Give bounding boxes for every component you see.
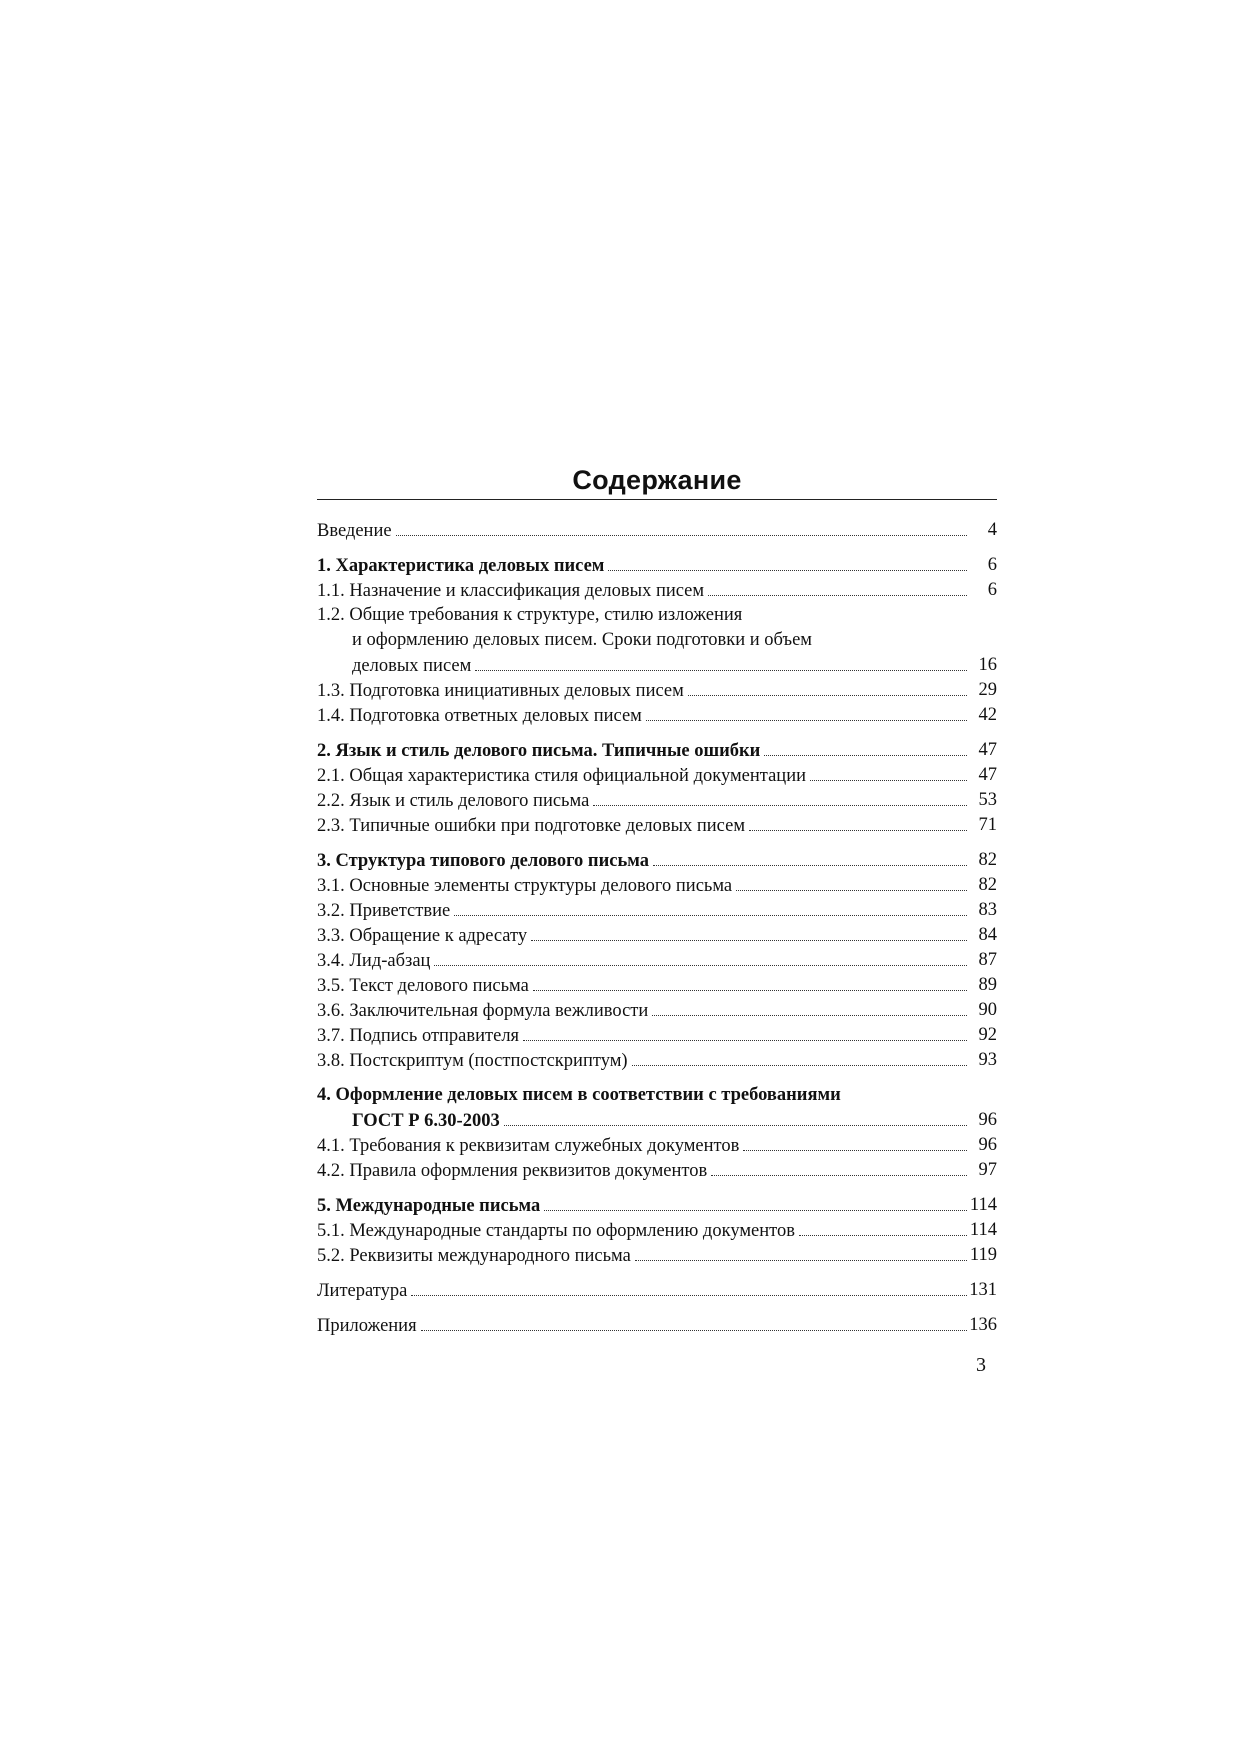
toc-entry-title: 3.7. Подпись отправителя (317, 1024, 523, 1049)
toc-entry-lead (317, 848, 967, 874)
dot-leader (799, 1218, 967, 1236)
toc-entry-lead (317, 703, 967, 729)
toc-entry-page: 89 (978, 975, 997, 996)
toc-entry-title: деловых писем (352, 654, 475, 679)
group-gap (317, 1073, 997, 1083)
toc-entry-lead (317, 813, 967, 839)
toc-entry (317, 873, 997, 898)
toc-entry-page: 97 (978, 1160, 997, 1181)
page-title: Содержание (572, 465, 742, 495)
toc-entry (317, 653, 997, 678)
toc-entry (317, 678, 997, 703)
dot-leader (764, 738, 967, 756)
toc-entry-page: 96 (978, 1110, 997, 1131)
toc-entry-lead (317, 1278, 967, 1304)
toc-entry-lead (317, 923, 967, 949)
toc-entry-page: 4 (987, 520, 997, 541)
toc-entry-title: и оформлению деловых писем. Сроки подготовки и объем (352, 628, 812, 653)
toc-entry-title: 3.3. Обращение к адресату (317, 924, 531, 949)
toc-entry-lead (317, 1133, 967, 1159)
toc-entry-page: 82 (978, 850, 997, 871)
toc-entry (317, 738, 997, 763)
toc-entry (317, 603, 997, 628)
toc-entry-title: 5.2. Реквизиты международного письма (317, 1244, 635, 1269)
toc-entry-title: ГОСТ Р 6.30-2003 (352, 1109, 504, 1134)
toc-entry (317, 1243, 997, 1268)
toc-entry-lead (317, 1023, 967, 1049)
dot-leader (411, 1278, 967, 1296)
toc-entry-lead (317, 1243, 967, 1269)
toc-entry-page: 87 (978, 950, 997, 971)
dot-leader (635, 1243, 967, 1261)
toc-entry (317, 973, 997, 998)
toc-entry-page: 114 (969, 1220, 997, 1241)
toc-entry-lead (317, 1083, 967, 1108)
toc-entry (317, 628, 997, 653)
toc-entry-page: 114 (969, 1195, 997, 1216)
toc-entry (317, 813, 997, 838)
toc-entry-title: Литература (317, 1279, 411, 1304)
toc-entry (317, 923, 997, 948)
toc-entry (317, 948, 997, 973)
toc-entry-title: 3.1. Основные элементы структуры делового письма (317, 874, 736, 899)
toc-entry (317, 1108, 997, 1133)
toc-entry-title: 3.5. Текст делового письма (317, 974, 533, 999)
page-number: 3 (976, 1354, 986, 1376)
dot-leader (544, 1193, 967, 1211)
toc-entry-page: 6 (987, 580, 997, 601)
toc-entry-lead (352, 628, 967, 653)
dot-leader (653, 848, 967, 866)
dot-leader (708, 578, 967, 596)
toc-entry-page: 92 (978, 1025, 997, 1046)
dot-leader (593, 788, 967, 806)
group-gap (317, 543, 997, 553)
toc-entry (317, 763, 997, 788)
toc-entry (317, 578, 997, 603)
toc-entry-lead (317, 1313, 967, 1339)
toc-entry-lead (352, 653, 967, 679)
toc-entry-page: 29 (978, 680, 997, 701)
dot-leader (533, 973, 967, 991)
toc-entry-lead (317, 948, 967, 974)
toc-entry (317, 1023, 997, 1048)
toc-entry-lead (317, 1218, 967, 1244)
toc-entry-page: 84 (978, 925, 997, 946)
toc-entry (317, 1193, 997, 1218)
toc-entry-page: 53 (978, 790, 997, 811)
toc-entry-page: 71 (978, 815, 997, 836)
toc-entry-page: 119 (969, 1245, 997, 1266)
toc-entry-title: 2.2. Язык и стиль делового письма (317, 789, 593, 814)
group-gap (317, 838, 997, 848)
toc-entry (317, 1048, 997, 1073)
dot-leader (688, 678, 967, 696)
toc-entry (317, 998, 997, 1023)
toc-entry-lead (317, 998, 967, 1024)
toc-entry-lead (317, 1193, 967, 1219)
toc-entry-page: 83 (978, 900, 997, 921)
toc-entry-page: 47 (978, 740, 997, 761)
toc-entry-title: 1.2. Общие требования к структуре, стилю изложения (317, 603, 742, 628)
toc-entry-lead (317, 763, 967, 789)
dot-leader (434, 948, 967, 966)
toc-entry (317, 1083, 997, 1108)
toc-entry-page: 16 (978, 655, 997, 676)
dot-leader (632, 1048, 967, 1066)
toc-entry-title: 1. Характеристика деловых писем (317, 554, 608, 579)
toc-entry-title: 3. Структура типового делового письма (317, 849, 653, 874)
toc-entry (317, 1218, 997, 1243)
toc-entry (317, 518, 997, 543)
toc-entry-title: 1.1. Назначение и классификация деловых писем (317, 579, 708, 604)
dot-leader (396, 518, 967, 536)
toc-entry-title: 2. Язык и стиль делового письма. Типичные ошибки (317, 739, 764, 764)
toc-entry-lead (317, 603, 967, 628)
group-gap (317, 1303, 997, 1313)
toc-entry-lead (317, 898, 967, 924)
toc-entry-lead (317, 973, 967, 999)
dot-leader (504, 1108, 967, 1126)
dot-leader (652, 998, 967, 1016)
group-gap (317, 1183, 997, 1193)
toc-entry-page: 96 (978, 1135, 997, 1156)
toc-entry (317, 703, 997, 728)
toc-entry-lead (317, 1048, 967, 1074)
toc-entry-lead (317, 678, 967, 704)
toc-entry-title: 2.3. Типичные ошибки при подготовке деловых писем (317, 814, 749, 839)
dot-leader (743, 1133, 967, 1151)
toc-entry-lead (317, 873, 967, 899)
toc-entry-title: 4.1. Требования к реквизитам служебных документов (317, 1134, 743, 1159)
toc-entry (317, 1313, 997, 1338)
toc-entry-page: 93 (978, 1050, 997, 1071)
dot-leader (810, 763, 967, 781)
toc-entry (317, 848, 997, 873)
dot-leader (454, 898, 967, 916)
toc-entry-lead (317, 553, 967, 579)
toc-entry-title: 3.2. Приветствие (317, 899, 454, 924)
toc-entry-page: 131 (969, 1280, 997, 1301)
toc-entry-title: 5. Международные письма (317, 1194, 544, 1219)
group-gap (317, 728, 997, 738)
dot-leader (711, 1158, 967, 1176)
toc-entry-lead (317, 578, 967, 604)
toc-entry-title: 5.1. Международные стандарты по оформлению документов (317, 1219, 799, 1244)
dot-leader (736, 873, 967, 891)
dot-leader (523, 1023, 967, 1041)
title-rule (317, 499, 997, 500)
dot-leader (646, 703, 967, 721)
toc-entry-lead (317, 518, 967, 544)
table-of-contents (317, 462, 997, 1338)
toc-entry (317, 553, 997, 578)
toc-entry-page: 82 (978, 875, 997, 896)
toc-entry-page: 136 (969, 1315, 997, 1336)
toc-body (317, 518, 997, 1338)
toc-entry-page: 90 (978, 1000, 997, 1021)
toc-entry-page: 47 (978, 765, 997, 786)
toc-entry-title: Приложения (317, 1314, 421, 1339)
toc-entry-title: 1.3. Подготовка инициативных деловых писем (317, 679, 688, 704)
toc-entry (317, 1278, 997, 1303)
dot-leader (421, 1313, 967, 1331)
toc-entry-title: 2.1. Общая характеристика стиля официальной документации (317, 764, 810, 789)
dot-leader (531, 923, 967, 941)
toc-entry-title: 4. Оформление деловых писем в соответствии с требованиями (317, 1083, 841, 1108)
toc-entry-lead (317, 788, 967, 814)
toc-entry-title: Введение (317, 519, 396, 544)
toc-entry (317, 1158, 997, 1183)
toc-entry-page: 42 (978, 705, 997, 726)
toc-entry-title: 3.4. Лид-абзац (317, 949, 434, 974)
dot-leader (749, 813, 967, 831)
toc-entry (317, 898, 997, 923)
toc-entry-title: 1.4. Подготовка ответных деловых писем (317, 704, 646, 729)
toc-entry (317, 788, 997, 813)
toc-entry (317, 1133, 997, 1158)
toc-entry-title: 3.8. Постскриптум (постпостскриптум) (317, 1049, 632, 1074)
toc-entry-title: 3.6. Заключительная формула вежливости (317, 999, 652, 1024)
toc-entry-title: 4.2. Правила оформления реквизитов документов (317, 1159, 711, 1184)
toc-entry-lead (317, 1158, 967, 1184)
dot-leader (608, 553, 967, 571)
toc-entry-page: 6 (987, 555, 997, 576)
toc-entry-lead (317, 738, 967, 764)
dot-leader (475, 653, 967, 671)
toc-entry-lead (352, 1108, 967, 1134)
group-gap (317, 1268, 997, 1278)
